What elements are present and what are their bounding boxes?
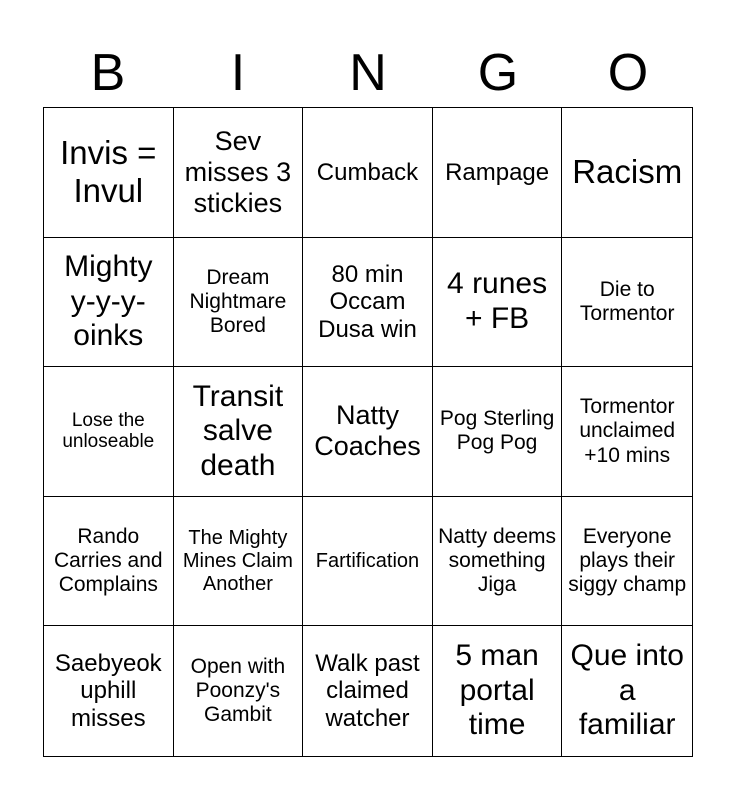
- bingo-card-grid: [43, 107, 693, 757]
- bingo-cell[interactable]: Walk past claimed watcher: [303, 626, 433, 756]
- bingo-cell[interactable]: Die to Tormentor: [562, 238, 692, 368]
- header-letter-g: G: [477, 44, 519, 102]
- bingo-cell[interactable]: Transit salve death: [174, 367, 304, 497]
- bingo-cell[interactable]: Tormentor unclaimed +10 mins: [562, 367, 692, 497]
- bingo-cell[interactable]: Saebyeok uphill misses: [44, 626, 174, 756]
- bingo-cell[interactable]: Sev misses 3 stickies: [174, 108, 304, 238]
- bingo-cell[interactable]: Everyone plays their siggy champ: [562, 497, 692, 627]
- bingo-cell[interactable]: 5 man portal time: [433, 626, 563, 756]
- bingo-cell[interactable]: Fartification: [303, 497, 433, 627]
- bingo-header: [43, 40, 693, 106]
- bingo-cell[interactable]: Cumback: [303, 108, 433, 238]
- bingo-cell[interactable]: Natty deems something Jiga: [433, 497, 563, 627]
- header-letter-i: I: [230, 44, 246, 102]
- bingo-cell[interactable]: Rampage: [433, 108, 563, 238]
- header-letter-n: N: [349, 44, 387, 102]
- bingo-cell[interactable]: Lose the unloseable: [44, 367, 174, 497]
- bingo-cell[interactable]: Mighty y-y-y-oinks: [44, 238, 174, 368]
- bingo-cell[interactable]: Invis = Invul: [44, 108, 174, 238]
- bingo-cell[interactable]: Open with Poonzy's Gambit: [174, 626, 304, 756]
- bingo-cell[interactable]: 4 runes + FB: [433, 238, 563, 368]
- bingo-cell[interactable]: 80 min Occam Dusa win: [303, 238, 433, 368]
- bingo-cell[interactable]: Natty Coaches: [303, 367, 433, 497]
- bingo-cell[interactable]: Pog Sterling Pog Pog: [433, 367, 563, 497]
- header-letter-b: B: [90, 44, 126, 102]
- header-letter-o: O: [607, 44, 649, 102]
- bingo-cell[interactable]: Que into a familiar: [570, 639, 684, 742]
- bingo-cell[interactable]: The Mighty Mines Claim Another: [174, 497, 304, 627]
- bingo-cell[interactable]: Racism: [562, 108, 692, 238]
- bingo-cell[interactable]: Rando Carries and Complains: [44, 497, 174, 627]
- bingo-cell[interactable]: Dream Nightmare Bored: [174, 238, 304, 368]
